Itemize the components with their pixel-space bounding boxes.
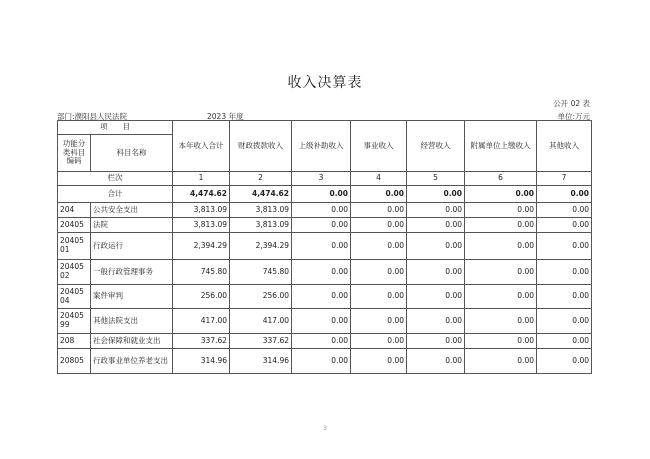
value-cell: 0.00 <box>537 218 592 233</box>
value-cell: 0.00 <box>292 334 351 349</box>
value-cell: 0.00 <box>351 218 407 233</box>
value-cell: 0.00 <box>537 233 592 260</box>
value-cell: 0.00 <box>351 309 407 334</box>
value-cell: 0.00 <box>407 260 465 285</box>
func-code-cell: 20405 <box>58 218 91 233</box>
value-cell: 0.00 <box>465 334 537 349</box>
value-cell: 0.00 <box>351 260 407 285</box>
total-value: 0.00 <box>292 186 351 203</box>
func-code-cell: 208 <box>58 334 91 349</box>
table-row <box>58 218 592 233</box>
value-cell: 337.62 <box>230 334 292 349</box>
table-row <box>58 203 592 218</box>
report-title: 收入决算表 <box>287 75 363 91</box>
item-name-cell: 公共安全支出 <box>91 203 173 218</box>
value-cell: 256.00 <box>173 285 230 309</box>
item-name-cell: 其他法院支出 <box>91 309 173 334</box>
value-cell: 0.00 <box>292 260 351 285</box>
value-cell: 0.00 <box>407 218 465 233</box>
table-row <box>58 349 592 374</box>
col-header-operating: 经营收入 <box>407 121 465 172</box>
table-row <box>58 233 592 260</box>
value-cell: 0.00 <box>537 260 592 285</box>
total-value: 0.00 <box>465 186 537 203</box>
value-cell: 0.00 <box>465 349 537 374</box>
table-row <box>58 260 592 285</box>
column-number: 3 <box>292 172 351 186</box>
income-table <box>57 120 592 374</box>
total-value: 0.00 <box>407 186 465 203</box>
total-row <box>58 186 592 203</box>
total-value: 0.00 <box>351 186 407 203</box>
value-cell: 256.00 <box>230 285 292 309</box>
item-name-cell: 一般行政管理事务 <box>91 260 173 285</box>
value-cell: 0.00 <box>537 334 592 349</box>
value-cell: 0.00 <box>465 260 537 285</box>
value-cell: 0.00 <box>537 349 592 374</box>
fiscal-year: 2023 年度 <box>207 112 244 121</box>
item-name-cell: 案件审判 <box>91 285 173 309</box>
func-code-cell: 2040501 <box>58 233 91 260</box>
value-cell: 337.62 <box>173 334 230 349</box>
table-row <box>58 334 592 349</box>
value-cell: 3,813.09 <box>230 203 292 218</box>
total-label: 合计 <box>58 186 173 203</box>
department-label: 部门:濮阳县人民法院 <box>57 112 128 121</box>
form-number: 公开 02 表 <box>553 99 590 108</box>
value-cell: 314.96 <box>173 349 230 374</box>
value-cell: 0.00 <box>465 203 537 218</box>
total-value: 0.00 <box>537 186 592 203</box>
value-cell: 2,394.29 <box>173 233 230 260</box>
value-cell: 0.00 <box>407 309 465 334</box>
value-cell: 417.00 <box>230 309 292 334</box>
func-code-cell: 2040599 <box>58 309 91 334</box>
header-row-1 <box>58 121 592 135</box>
value-cell: 3,813.09 <box>173 203 230 218</box>
col-header-business: 事业收入 <box>351 121 407 172</box>
value-cell: 3,813.09 <box>173 218 230 233</box>
column-index-row <box>58 172 592 186</box>
total-value: 4,474.62 <box>230 186 292 203</box>
func-code-cell: 204 <box>58 203 91 218</box>
item-name-cell: 行政事业单位养老支出 <box>91 349 173 374</box>
value-cell: 3,813.09 <box>230 218 292 233</box>
value-cell: 0.00 <box>407 203 465 218</box>
column-number: 4 <box>351 172 407 186</box>
value-cell: 0.00 <box>465 309 537 334</box>
value-cell: 0.00 <box>407 285 465 309</box>
value-cell: 0.00 <box>351 203 407 218</box>
value-cell: 0.00 <box>407 233 465 260</box>
column-number: 5 <box>407 172 465 186</box>
col-header-other: 其他收入 <box>537 121 592 172</box>
value-cell: 0.00 <box>292 233 351 260</box>
col-header-subsidiary: 附属单位上缴收入 <box>465 121 537 172</box>
value-cell: 2,394.29 <box>230 233 292 260</box>
value-cell: 0.00 <box>407 334 465 349</box>
item-name-cell: 法院 <box>91 218 173 233</box>
value-cell: 0.00 <box>292 285 351 309</box>
value-cell: 0.00 <box>537 309 592 334</box>
unit-label: 单位:万元 <box>557 112 590 121</box>
value-cell: 0.00 <box>465 233 537 260</box>
column-number: 7 <box>537 172 592 186</box>
col-header-superior: 上级补助收入 <box>292 121 351 172</box>
table-row <box>58 309 592 334</box>
value-cell: 0.00 <box>465 285 537 309</box>
value-cell: 0.00 <box>292 349 351 374</box>
item-name-header: 科目名称 <box>91 135 173 172</box>
value-cell: 745.80 <box>173 260 230 285</box>
func-code-cell: 2040502 <box>58 260 91 285</box>
func-code-header: 功能分类科目编码 <box>58 135 91 172</box>
total-value: 4,474.62 <box>173 186 230 203</box>
col-header-total: 本年收入合计 <box>173 121 230 172</box>
value-cell: 314.96 <box>230 349 292 374</box>
func-code-cell: 20805 <box>58 349 91 374</box>
item-name-cell: 行政运行 <box>91 233 173 260</box>
col-header-fiscal: 财政拨款收入 <box>230 121 292 172</box>
table-row <box>58 285 592 309</box>
column-number: 6 <box>465 172 537 186</box>
value-cell: 0.00 <box>465 218 537 233</box>
value-cell: 0.00 <box>351 233 407 260</box>
value-cell: 0.00 <box>537 285 592 309</box>
item-name-cell: 社会保障和就业支出 <box>91 334 173 349</box>
value-cell: 0.00 <box>351 334 407 349</box>
item-header: 项 目 <box>58 121 173 135</box>
value-cell: 0.00 <box>292 218 351 233</box>
value-cell: 0.00 <box>407 349 465 374</box>
column-number: 1 <box>173 172 230 186</box>
value-cell: 745.80 <box>230 260 292 285</box>
value-cell: 0.00 <box>351 285 407 309</box>
func-code-cell: 2040504 <box>58 285 91 309</box>
column-index-label: 栏次 <box>58 172 173 186</box>
value-cell: 0.00 <box>292 203 351 218</box>
value-cell: 417.00 <box>173 309 230 334</box>
column-number: 2 <box>230 172 292 186</box>
value-cell: 0.00 <box>537 203 592 218</box>
value-cell: 0.00 <box>351 349 407 374</box>
value-cell: 0.00 <box>292 309 351 334</box>
page-number: 3 <box>323 425 327 432</box>
